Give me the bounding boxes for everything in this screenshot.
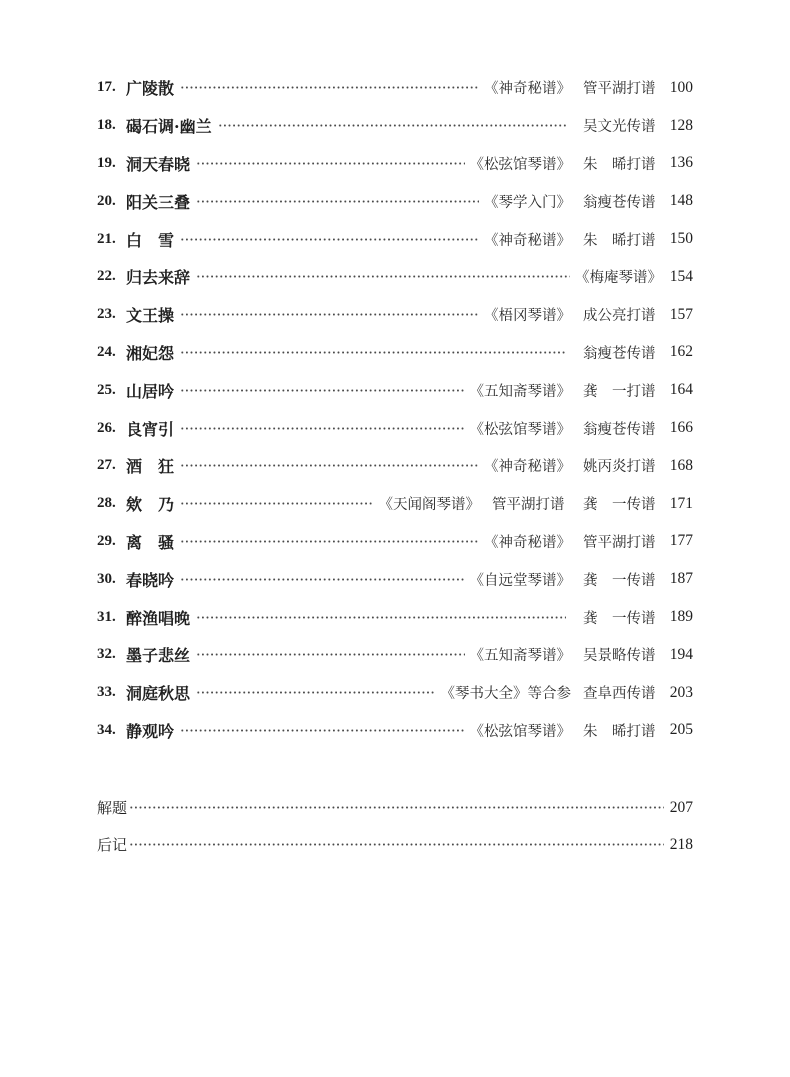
toc-entry	[97, 409, 693, 447]
entry-title: 墨子悲丝	[126, 646, 191, 666]
dot-leader	[180, 238, 479, 241]
entry-credit: 朱 晞打谱	[583, 232, 656, 249]
appendix-contents	[97, 789, 693, 863]
entry-number: 21.	[97, 230, 116, 247]
dot-leader	[180, 578, 464, 581]
entry-number: 25.	[97, 381, 116, 398]
dot-leader	[180, 427, 464, 430]
entry-source: 《神奇秘谱》	[484, 232, 571, 249]
entry-credit: 朱 晞打谱	[583, 156, 656, 173]
entry-source: 《松弦馆琴谱》	[469, 723, 571, 740]
dot-leader	[196, 200, 479, 203]
entry-source: 《琴学入门》	[484, 194, 571, 211]
entry-title: 洞庭秋思	[126, 684, 191, 704]
toc-entry	[97, 674, 693, 712]
toc-entry	[97, 334, 693, 372]
toc-entry	[97, 296, 693, 334]
dot-leader	[180, 502, 373, 505]
entry-source: 《神奇秘谱》	[484, 459, 571, 476]
entry-title: 文王操	[126, 306, 175, 326]
entry-source: 《松弦馆琴谱》	[469, 156, 571, 173]
toc-entry	[97, 107, 693, 145]
entry-source: 《琴书大全》等合参	[440, 686, 571, 703]
entry-number: 29.	[97, 532, 116, 549]
entry-credit: 成公亮打谱	[583, 308, 656, 325]
appendix-title: 后记	[97, 836, 128, 854]
entry-title: 山居吟	[126, 381, 175, 401]
entry-credit: 翁瘦苍传谱	[583, 194, 656, 211]
dot-leader	[196, 691, 435, 694]
entry-title: 静观吟	[126, 721, 175, 741]
page-number: 157	[669, 305, 693, 323]
page-number: 171	[669, 494, 693, 512]
entry-title: 春晓吟	[126, 570, 175, 590]
toc-entry	[97, 371, 693, 409]
toc-entry	[97, 636, 693, 674]
entry-number: 22.	[97, 268, 116, 285]
entry-title: 酒 狂	[126, 457, 175, 477]
dot-leader	[180, 729, 464, 732]
entry-number: 34.	[97, 721, 116, 738]
toc-entry	[97, 220, 693, 258]
entry-number: 24.	[97, 343, 116, 360]
entry-title: 广陵散	[126, 79, 175, 99]
entry-title: 归去来辞	[126, 268, 191, 288]
entry-source: 《五知斋琴谱》	[469, 648, 571, 665]
page-number: 164	[669, 381, 693, 399]
dot-leader	[196, 162, 464, 165]
entry-credit: 龚 一传谱	[583, 497, 656, 514]
appendix-entry	[97, 826, 693, 863]
entry-title: 欸 乃	[126, 495, 175, 515]
entry-number: 19.	[97, 154, 116, 171]
entry-title: 醉渔唱晚	[126, 608, 191, 628]
page-number: 189	[669, 608, 693, 626]
toc-entry	[97, 712, 693, 750]
dot-leader	[180, 351, 566, 354]
entry-credit: 龚 一传谱	[583, 610, 656, 627]
page-number: 205	[669, 721, 693, 739]
entry-source: 《神奇秘谱》	[484, 534, 571, 551]
dot-leader	[180, 464, 479, 467]
entry-credit: 龚 一传谱	[583, 572, 656, 589]
page-number: 136	[669, 154, 693, 172]
dot-leader	[129, 806, 664, 809]
entry-credit: 管平湖打谱	[492, 497, 565, 514]
entry-credit: 吴景略传谱	[583, 648, 656, 665]
entry-credit: 朱 晞打谱	[583, 723, 656, 740]
appendix-entry	[97, 789, 693, 826]
toc-entry	[97, 182, 693, 220]
entry-source: 《自远堂琴谱》	[469, 572, 571, 589]
entry-number: 30.	[97, 570, 116, 587]
entry-title: 湘妃怨	[126, 343, 175, 363]
toc-entry	[97, 598, 693, 636]
dot-leader	[196, 653, 464, 656]
page-number: 177	[669, 532, 693, 550]
page-number: 166	[669, 419, 693, 437]
dot-leader	[180, 86, 479, 89]
page-number: 154	[669, 267, 693, 285]
entry-credit: 查阜西传谱	[583, 686, 656, 703]
page-number: 194	[669, 645, 693, 663]
entry-number: 33.	[97, 684, 116, 701]
entry-number: 32.	[97, 646, 116, 663]
entry-source: 《神奇秘谱》	[484, 81, 571, 98]
entry-number: 31.	[97, 608, 116, 625]
entry-title: 洞天春晓	[126, 154, 191, 174]
entry-credit: 龚 一打谱	[583, 383, 656, 400]
page-number: 168	[669, 456, 693, 474]
toc-entry	[97, 523, 693, 561]
page-number: 100	[669, 78, 693, 96]
entry-credit: 姚丙炎打谱	[583, 459, 656, 476]
table-of-contents	[97, 69, 693, 749]
page-number: 162	[669, 343, 693, 361]
dot-leader	[218, 124, 566, 127]
toc-entry	[97, 258, 693, 296]
toc-entry	[97, 145, 693, 183]
dot-leader	[180, 389, 464, 392]
entry-source: 《五知斋琴谱》	[469, 383, 571, 400]
page-number: 203	[669, 683, 693, 701]
entry-number: 18.	[97, 117, 116, 134]
toc-entry	[97, 69, 693, 107]
page-number: 150	[669, 230, 693, 248]
entry-source: 《松弦馆琴谱》	[469, 421, 571, 438]
entry-source: 《天闻阁琴谱》	[378, 497, 480, 514]
entry-number: 26.	[97, 419, 116, 436]
entry-credit: 吴文光传谱	[583, 119, 656, 136]
entry-source: 《梧冈琴谱》	[484, 308, 571, 325]
entry-credit: 翁瘦苍传谱	[583, 345, 656, 362]
appendix-title: 解题	[97, 799, 128, 817]
dot-leader	[180, 540, 479, 543]
dot-leader	[196, 275, 570, 278]
entry-number: 27.	[97, 457, 116, 474]
dot-leader	[129, 843, 664, 846]
page-number: 218	[669, 835, 693, 853]
entry-title: 离 骚	[126, 532, 175, 552]
entry-number: 20.	[97, 192, 116, 209]
entry-title: 良宵引	[126, 419, 175, 439]
entry-source: 《梅庵琴谱》	[575, 270, 662, 287]
page-number: 207	[669, 798, 693, 816]
entry-credit: 管平湖打谱	[583, 81, 656, 98]
entry-number: 23.	[97, 306, 116, 323]
dot-leader	[180, 313, 479, 316]
toc-entry	[97, 560, 693, 598]
entry-title: 白 雪	[126, 230, 175, 250]
page-number: 128	[669, 116, 693, 134]
entry-title: 阳关三叠	[126, 192, 191, 212]
entry-title: 碣石调·幽兰	[126, 117, 212, 137]
dot-leader	[196, 616, 566, 619]
entry-number: 17.	[97, 79, 116, 96]
page-number: 148	[669, 192, 693, 210]
entry-credit: 管平湖打谱	[583, 534, 656, 551]
toc-entry	[97, 447, 693, 485]
toc-entry	[97, 485, 693, 523]
entry-credit: 翁瘦苍传谱	[583, 421, 656, 438]
page-number: 187	[669, 570, 693, 588]
entry-number: 28.	[97, 495, 116, 512]
